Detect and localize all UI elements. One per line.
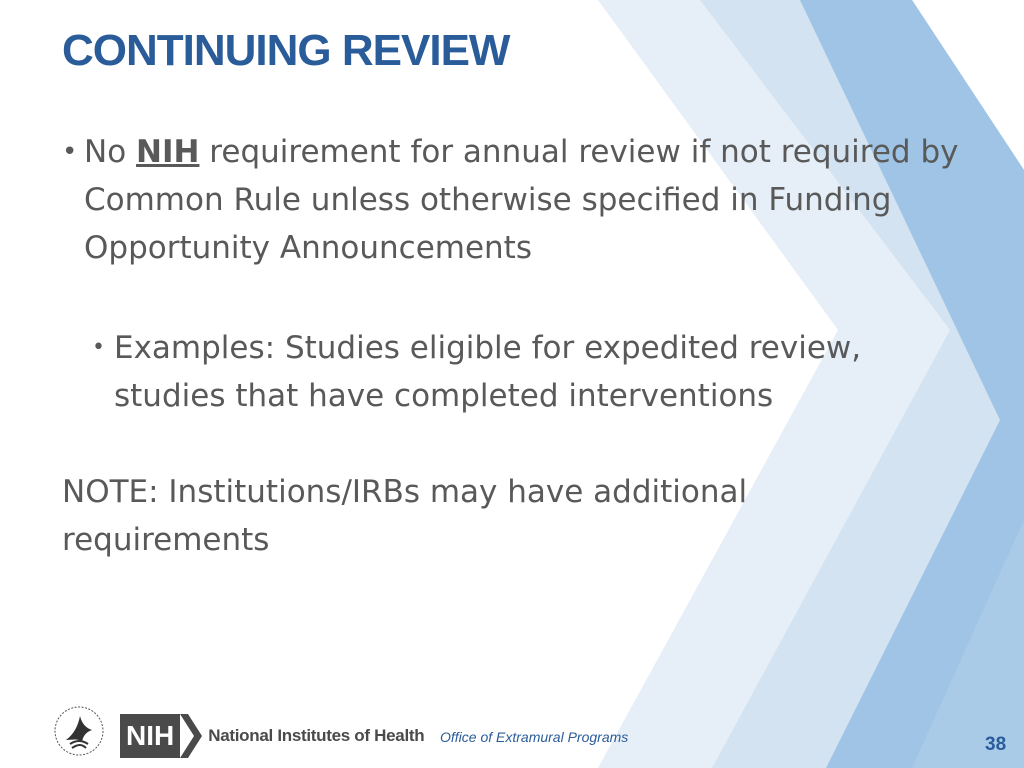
bullet-dot: • bbox=[62, 137, 78, 167]
hhs-seal-icon bbox=[52, 704, 106, 758]
slide-body bbox=[62, 128, 962, 564]
bullet-level2 bbox=[92, 324, 962, 420]
bullet2-text: Examples: Studies eligible for expedited review, studies that have completed interventions bbox=[114, 330, 862, 414]
note-text: NOTE: Institutions/IRBs may have additional requirements bbox=[62, 474, 748, 558]
slide-title: CONTINUING REVIEW bbox=[62, 26, 510, 75]
bullet-level1 bbox=[62, 128, 962, 272]
office-name: Office of Extramural Programs bbox=[440, 729, 629, 745]
nih-logo bbox=[120, 714, 424, 758]
bullet1-prefix: No bbox=[84, 134, 137, 170]
org-name: National Institutes of Health bbox=[208, 726, 425, 745]
nih-logo-chevron-icon bbox=[180, 714, 202, 758]
bullet1-text: requirement for annual review if not required by Common Rule unless otherwise specified in Funding Opportunity Announcements bbox=[84, 134, 959, 266]
page-number: 38 bbox=[985, 734, 1007, 755]
bullet-dot: • bbox=[92, 335, 105, 360]
bullet1-emphasis: NIH bbox=[136, 134, 200, 170]
nih-logo-box: NIH bbox=[120, 714, 180, 758]
